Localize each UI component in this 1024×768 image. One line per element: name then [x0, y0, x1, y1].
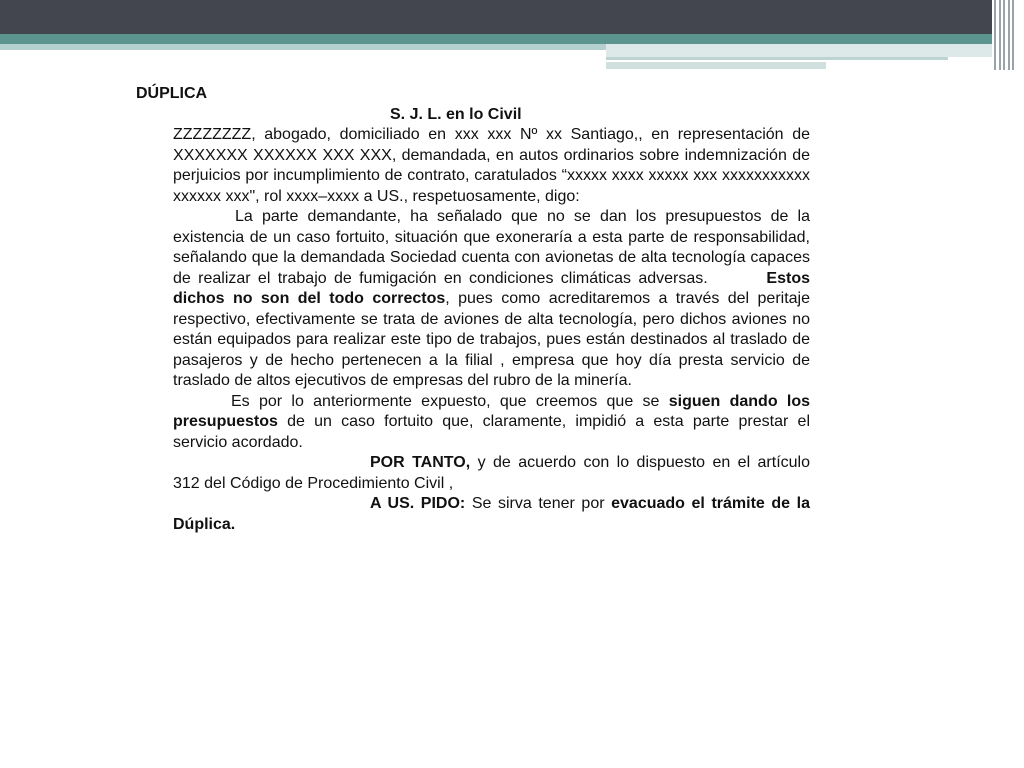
petition-label: A US. PIDO:: [370, 495, 466, 512]
intro-paragraph: ZZZZZZZZ, abogado, domiciliado en xxx xxx Nº xx Santiago,, en representación de XXXXXXX XXXXXX XXX XXX, demandada, en autos ordinarios sobre indemnización de perjuicios por incumplimiento de contrato, caratulados “xxxxx xxxx xxxxx xxx xxxxxxxxxxx xxxxxx xxx", rol xxxx–xxxx a US., respetuosamente, digo:: [173, 126, 810, 205]
petition-paragraph: [136, 494, 810, 535]
conclusion-text-2: de un caso fortuito que, claramente, impidió a esta parte prestar el servicio acordado.: [173, 413, 810, 451]
por-tanto-paragraph: [136, 453, 810, 494]
conclusion-paragraph: [136, 392, 810, 454]
conclusion-emphasis: siguen dando los presupuestos: [173, 392, 811, 430]
header-line-upper: [606, 57, 948, 60]
corner-decoration: [992, 0, 1024, 70]
por-tanto-text: y de acuerdo con lo dispuesto en el artículo 312 del Código de Procedimiento Civil ,: [173, 454, 811, 492]
header-bar-dark: [0, 0, 1024, 34]
petition-text: Se sirva tener por: [465, 495, 612, 512]
argument-emphasis: Estos dichos no son del todo correctos: [173, 269, 810, 307]
argument-paragraph: [136, 207, 810, 392]
conclusion-text-1: Es por lo anteriormente expuesto, que creemos que se: [231, 392, 669, 410]
petition-emphasis: evacuado el trámite de la Dúplica.: [173, 495, 810, 533]
document-body: [136, 84, 810, 535]
header-stripe-right: [606, 44, 1024, 57]
argument-text-1: La parte demandante, ha señalado que no se dan los presupuestos de la existencia de un caso fortuito, situación que exoneraría a esta parte de responsabilidad, señalando que la demandada Sociedad cuenta con avionetas de alta tecnología capaces de realizar el trabajo de fumigación en condiciones climáticas adversas.: [173, 208, 810, 287]
header-stripe-left: [0, 44, 606, 50]
header-bar-teal: [0, 34, 1024, 44]
header-line-lower: [606, 62, 826, 69]
por-tanto-label: POR TANTO,: [370, 454, 471, 471]
argument-text-2: , pues como acreditaremos a través del peritaje respectivo, efectivamente se trata de aviones de alta tecnología, pero dichos aviones no están equipados para realizar este tipo de trabajos, pues están destinados al traslado de pasajeros y de hecho pertenecen a la filial , empresa que hoy día presta servicio de traslado de altos ejecutivos de empresas del rubro de la minería.: [173, 290, 810, 389]
court-heading: S. J. L. en lo Civil: [390, 105, 522, 123]
document-title: DÚPLICA: [136, 85, 208, 102]
